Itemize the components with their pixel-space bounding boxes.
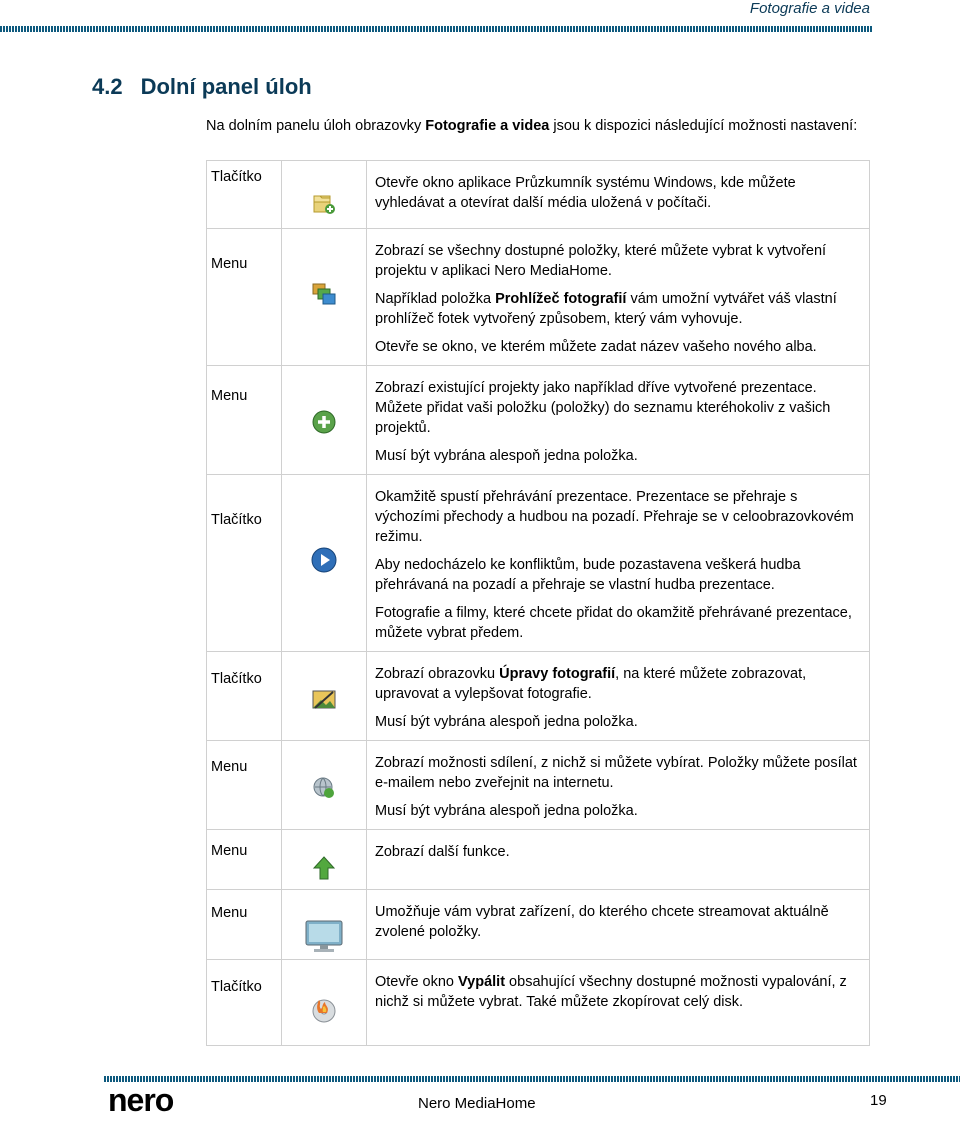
option-description [367, 890, 870, 960]
option-description [367, 229, 870, 366]
ui-term: Úpravy fotografií [499, 666, 616, 682]
description-paragraph: Musí být vybrána alespoň jedna položka. [375, 448, 638, 464]
section-number: 4.2 [92, 74, 123, 99]
option-type-label: Tlačítko [211, 979, 262, 995]
table-row [207, 366, 870, 475]
option-type-label: Menu [211, 759, 248, 775]
create-project-icon [282, 229, 366, 307]
options-table [206, 160, 870, 1046]
description-paragraph: Otevře okno Vypálit obsahující všechny dostupné možnosti vypalování, z nichž si můžete vybrat. Také můžete zkopírovat celý disk. [375, 974, 847, 1010]
description-paragraph: Otevře okno aplikace Průzkumník systému Windows, kde můžete vyhledávat a otevírat další média uložená v počítači. [375, 175, 796, 211]
section-title-text: Dolní panel úloh [140, 74, 312, 99]
option-type-label: Menu [211, 256, 248, 272]
ui-term: Prohlížeč fotografií [495, 291, 627, 307]
option-description [367, 366, 870, 475]
photo-edit-icon [282, 652, 366, 712]
nero-logo [108, 1086, 212, 1121]
option-description [367, 830, 870, 890]
option-description [367, 652, 870, 741]
ui-term: Vypálit [458, 974, 506, 990]
description-paragraph: Fotografie a filmy, které chcete přidat do okamžitě přehrávané prezentace, můžete vybrat předem. [375, 605, 852, 641]
table-row [207, 830, 870, 890]
header-rule [0, 26, 872, 32]
option-description [367, 161, 870, 229]
table-row [207, 741, 870, 830]
more-arrow-up-icon [282, 830, 366, 881]
description-paragraph: Zobrazí existující projekty jako například dříve vytvořené prezentace. Můžete přidat vaši položku (položky) do seznamu kteréhokoliv z vašich projektů. [375, 380, 831, 436]
description-paragraph: Musí být vybrána alespoň jedna položka. [375, 803, 638, 819]
play-icon [282, 475, 366, 574]
description-paragraph: Například položka Prohlížeč fotografií vám umožní vytvářet váš vlastní prohlížeč fotek vytvořený způsobem, který vám vyhovuje. [375, 291, 837, 327]
intro-paragraph: Na dolním panelu úloh obrazovky Fotografie a videa jsou k dispozici následující možnosti nastavení: [206, 118, 858, 134]
browse-folder-icon [282, 161, 366, 216]
intro-bold: Fotografie a videa [425, 118, 550, 134]
option-description [367, 475, 870, 652]
section-heading [92, 74, 312, 100]
option-description [367, 960, 870, 1046]
option-type-label: Tlačítko [211, 512, 262, 528]
description-paragraph: Zobrazí další funkce. [375, 844, 510, 860]
share-globe-icon [282, 741, 366, 801]
table-row [207, 960, 870, 1046]
stream-monitor-icon [282, 890, 366, 953]
description-paragraph: Musí být vybrána alespoň jedna položka. [375, 714, 638, 730]
description-paragraph: Zobrazí možnosti sdílení, z nichž si můžete vybírat. Položky můžete posílat e-mailem nebo zveřejnit na internetu. [375, 755, 857, 791]
option-type-label: Tlačítko [211, 169, 262, 185]
burn-disc-icon [282, 960, 366, 1024]
table-row [207, 652, 870, 741]
option-type-label: Menu [211, 388, 248, 404]
table-row [207, 475, 870, 652]
page-number: 19 [870, 1092, 887, 1109]
option-description [367, 741, 870, 830]
running-header-title: Fotografie a videa [749, 0, 870, 17]
description-paragraph: Umožňuje vám vybrat zařízení, do kterého chcete streamovat aktuálně zvolené položky. [375, 904, 829, 940]
footer-rule [104, 1076, 960, 1082]
option-type-label: Tlačítko [211, 671, 262, 687]
option-type-label: Menu [211, 843, 248, 859]
table-row [207, 890, 870, 960]
svg-text:nero: nero [108, 1086, 174, 1116]
description-paragraph: Otevře se okno, ve kterém můžete zadat název vašeho nového alba. [375, 339, 817, 355]
footer-product: Nero MediaHome [418, 1095, 536, 1112]
description-paragraph: Zobrazí se všechny dostupné položky, které můžete vybrat k vytvoření projektu v aplikaci Nero MediaHome. [375, 243, 827, 279]
option-type-label: Menu [211, 905, 248, 921]
description-paragraph: Aby nedocházelo ke konfliktům, bude pozastavena veškerá hudba přehrávaná na pozadí a přehraje se vlastní hudba prezentace. [375, 557, 801, 593]
table-row [207, 229, 870, 366]
description-paragraph: Zobrazí obrazovku Úpravy fotografií, na které můžete zobrazovat, upravovat a vylepšovat fotografie. [375, 666, 807, 702]
add-plus-icon [282, 366, 366, 435]
description-paragraph: Okamžitě spustí přehrávání prezentace. Prezentace se přehraje s výchozími přechody a hudbou na pozadí. Přehraje se v celoobrazovkovém režimu. [375, 489, 854, 545]
table-row [207, 161, 870, 229]
